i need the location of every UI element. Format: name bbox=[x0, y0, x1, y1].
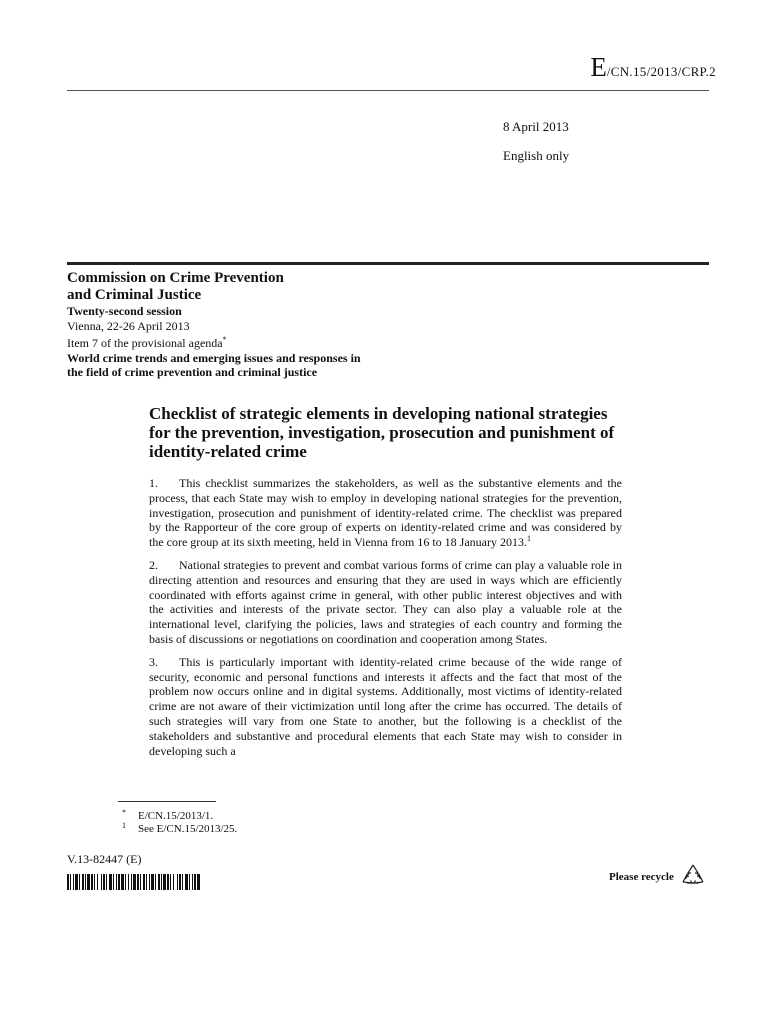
barcode-bar bbox=[192, 874, 193, 890]
place-date: Vienna, 22-26 April 2013 bbox=[67, 318, 190, 333]
barcode-bar bbox=[75, 874, 78, 890]
paragraph-number: 2. bbox=[149, 557, 158, 572]
agenda-item-text: Item 7 of the provisional agenda bbox=[67, 336, 223, 350]
footnote-text: See E/CN.15/2013/25. bbox=[138, 823, 238, 835]
section-rule bbox=[67, 262, 709, 265]
barcode-icon bbox=[67, 874, 201, 890]
barcode-bar bbox=[131, 874, 132, 890]
barcode-bar bbox=[137, 874, 139, 890]
barcode-bar bbox=[133, 874, 136, 890]
barcode-bar bbox=[179, 874, 181, 890]
document-date: 8 April 2013 bbox=[503, 119, 569, 134]
barcode-bar bbox=[101, 874, 102, 890]
org-name-line2: and Criminal Justice bbox=[67, 287, 202, 303]
barcode-bar bbox=[167, 874, 169, 890]
footnote-mark: * bbox=[122, 808, 126, 817]
commission-block bbox=[67, 270, 487, 380]
barcode-bar bbox=[70, 874, 71, 890]
barcode-bar bbox=[182, 874, 183, 890]
org-name-line1: Commission on Crime Prevention bbox=[67, 270, 284, 286]
barcode-bar bbox=[140, 874, 141, 890]
barcode-bar bbox=[94, 874, 95, 890]
barcode-bar bbox=[79, 874, 80, 890]
barcode-bar bbox=[170, 874, 171, 890]
barcode-bar bbox=[143, 874, 145, 890]
barcode-bar bbox=[97, 874, 98, 890]
barcode-bar bbox=[91, 874, 93, 890]
footnote-rule bbox=[118, 801, 216, 802]
footnote bbox=[122, 821, 238, 835]
document-symbol bbox=[590, 54, 716, 81]
barcode-bar bbox=[113, 874, 114, 890]
barcode-bar bbox=[177, 874, 178, 890]
agenda-item-mark: * bbox=[222, 335, 227, 344]
barcode-bar bbox=[116, 874, 117, 890]
barcode-bar bbox=[128, 874, 129, 890]
job-number: V.13-82447 (E) bbox=[67, 852, 142, 866]
barcode-bar bbox=[121, 874, 124, 890]
barcode-bar bbox=[155, 874, 156, 890]
footnote-ref: 1 bbox=[526, 534, 531, 544]
paragraph bbox=[149, 476, 622, 550]
footnote-mark: 1 bbox=[122, 821, 126, 830]
agenda-title-line2: the field of crime prevention and criminal justice bbox=[67, 365, 318, 379]
agenda-item bbox=[67, 333, 487, 351]
paragraph bbox=[149, 558, 622, 647]
barcode-bar bbox=[82, 874, 84, 890]
body-text bbox=[149, 476, 622, 766]
barcode-bar bbox=[125, 874, 126, 890]
barcode-bar bbox=[194, 874, 196, 890]
barcode-bar bbox=[146, 874, 147, 890]
barcode-bar bbox=[163, 874, 166, 890]
barcode-bar bbox=[87, 874, 90, 890]
header-rule bbox=[67, 90, 709, 91]
barcode-bar bbox=[161, 874, 162, 890]
footnote-text: E/CN.15/2013/1. bbox=[138, 810, 214, 822]
barcode-bar bbox=[158, 874, 160, 890]
paragraph-text: This is particularly important with identity-related crime because of the wide range of security, economic and personal functions and interests it affects and the fact that most of the problem now occurs online and in digital systems. Additionally, most victims of identity-related crime are not aware of their victimization until long after the crime has occurred. The details of such strategies will vary from one State to another, but the following is a checklist of the stakeholders and substantive and procedural elements that each State may wish to consider in developing such a bbox=[149, 654, 622, 758]
document-title: Checklist of strategic elements in developing national strategies for the prevention, investigation, prosecution and punishment of identity-related crime bbox=[149, 404, 615, 461]
paragraph bbox=[149, 655, 622, 759]
barcode-bar bbox=[103, 874, 105, 890]
agenda-title-line1: World crime trends and emerging issues and responses in bbox=[67, 350, 361, 365]
paragraph-number: 1. bbox=[149, 476, 158, 490]
barcode-bar bbox=[106, 874, 107, 890]
paragraph-number: 3. bbox=[149, 654, 158, 669]
barcode-bar bbox=[149, 874, 150, 890]
symbol-rest: /CN.15/2013/CRP.2 bbox=[606, 64, 716, 79]
paragraph-text: National strategies to prevent and combat various forms of crime can play a valuable role in directing attention and resources and ensuring that they are used in ways which are efficiently coordinated with efforts against crime in general, with other public interest objectives and with the activities and interests of the private sector. They can also play a valuable role at the international level, clarifying the policies, laws and strategies of each country and forming the basis of discussions or negotiations on coordination and cooperation among States. bbox=[149, 557, 622, 646]
barcode-bar bbox=[151, 874, 154, 890]
barcode-bar bbox=[67, 874, 69, 890]
barcode-bar bbox=[109, 874, 112, 890]
barcode-bar bbox=[197, 874, 200, 890]
recycle-icon bbox=[679, 862, 707, 890]
barcode-bar bbox=[189, 874, 190, 890]
paragraph-text: This checklist summarizes the stakeholders, as well as the substantive elements and the process, that each State may wish to employ in developing national strategies for the prevention, investigation, prosecution and punishment of identity-related crime. The checklist was prepared by the Rapporteur of the core group of experts on identity-related crime and was considered by the core group at its sixth meeting, held in Vienna from 16 to 18 January 2013. bbox=[149, 476, 622, 550]
symbol-prefix: E bbox=[590, 52, 607, 82]
recycle-label: Please recycle bbox=[609, 871, 674, 883]
barcode-bar bbox=[85, 874, 86, 890]
barcode-bar bbox=[118, 874, 120, 890]
document-language: English only bbox=[503, 148, 570, 163]
barcode-bar bbox=[73, 874, 74, 890]
barcode-bar bbox=[173, 874, 174, 890]
footnote bbox=[122, 808, 214, 822]
barcode-bar bbox=[185, 874, 188, 890]
session: Twenty-second session bbox=[67, 304, 182, 318]
